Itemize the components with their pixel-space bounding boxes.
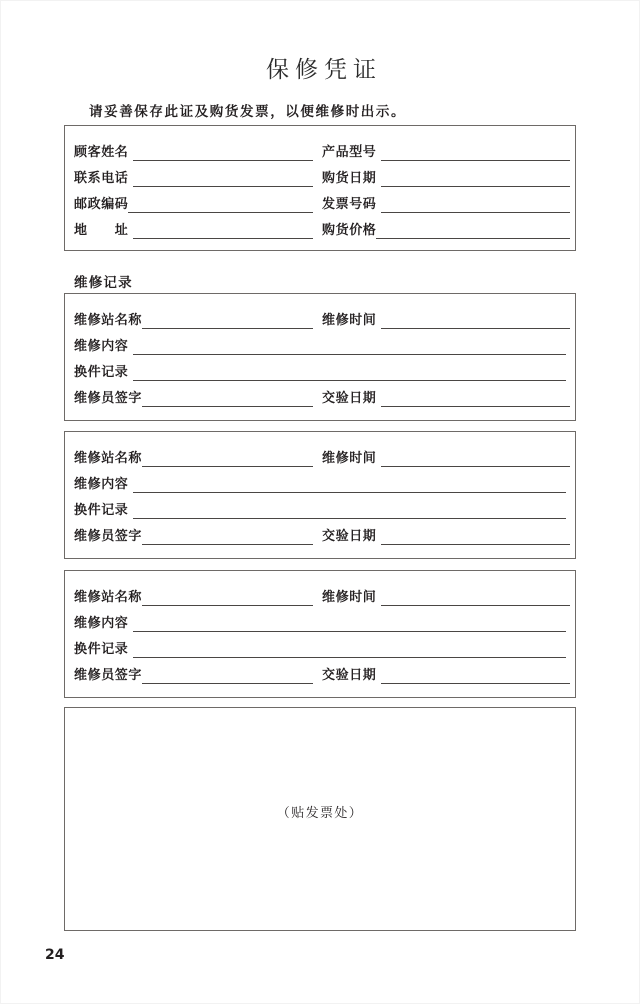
field-technician-signature-2 [74, 528, 313, 545]
field-input-contact-phone[interactable] [133, 171, 313, 187]
field-input-parts-replaced-3[interactable] [133, 642, 566, 658]
field-label-parts-replaced-1: 换件记录 [74, 365, 129, 380]
field-station-name-1 [74, 312, 313, 329]
customer-row-name-model [74, 135, 566, 161]
field-input-repair-content-2[interactable] [133, 477, 566, 493]
repair-row-station-time-1 [74, 303, 566, 329]
field-input-repair-content-3[interactable] [133, 616, 566, 632]
field-input-delivery-date-2[interactable] [381, 529, 570, 545]
field-label-repair-time-1: 维修时间 [322, 313, 377, 328]
field-label-repair-content-2: 维修内容 [74, 477, 129, 492]
field-label-customer-name: 顾客姓名 [74, 145, 129, 160]
repair-record-box-3 [64, 570, 576, 698]
field-parts-replaced-3 [74, 641, 566, 658]
field-input-postal-code[interactable] [128, 197, 313, 213]
field-invoice-number [322, 196, 570, 213]
field-label-purchase-price: 购货价格 [322, 223, 377, 238]
field-label-technician-signature-3: 维修员签字 [74, 668, 143, 683]
customer-row-phone-purchasedate [74, 161, 566, 187]
field-input-delivery-date-3[interactable] [381, 668, 570, 684]
repair-row-station-time-2 [74, 441, 566, 467]
field-parts-replaced-2 [74, 502, 566, 519]
field-label-delivery-date-1: 交验日期 [322, 391, 377, 406]
field-label-purchase-date: 购货日期 [322, 171, 377, 186]
repair-records-heading: 维修记录 [74, 275, 133, 291]
repair-record-box-2 [64, 431, 576, 559]
repair-record-box-1 [64, 293, 576, 421]
field-input-purchase-price[interactable] [376, 223, 570, 239]
field-repair-time-3 [322, 589, 570, 606]
field-repair-time-2 [322, 450, 570, 467]
field-label-delivery-date-3: 交验日期 [322, 668, 377, 683]
field-input-customer-name[interactable] [133, 145, 313, 161]
field-input-station-name-3[interactable] [142, 590, 313, 606]
field-label-delivery-date-2: 交验日期 [322, 529, 377, 544]
field-station-name-3 [74, 589, 313, 606]
field-label-contact-phone: 联系电话 [74, 171, 129, 186]
repair-row-signature-delivery-3 [74, 658, 566, 684]
field-label-technician-signature-2: 维修员签字 [74, 529, 143, 544]
invoice-attachment-box[interactable] [64, 707, 576, 931]
field-label-postal-code: 邮政编码 [74, 197, 129, 212]
field-repair-content-2 [74, 476, 566, 493]
field-label-repair-content-3: 维修内容 [74, 616, 129, 631]
field-input-station-name-1[interactable] [142, 313, 313, 329]
repair-row-station-time-3 [74, 580, 566, 606]
field-purchase-price [322, 222, 570, 239]
preservation-notice: 请妥善保存此证及购货发票，以便维修时出示。 [89, 104, 407, 120]
field-delivery-date-1 [322, 390, 570, 407]
customer-info-rows [65, 126, 575, 250]
repair-row-parts-1 [74, 355, 566, 381]
field-customer-name [74, 144, 313, 161]
field-label-technician-signature-1: 维修员签字 [74, 391, 143, 406]
field-delivery-date-3 [322, 667, 570, 684]
field-input-product-model[interactable] [381, 145, 570, 161]
field-repair-content-3 [74, 615, 566, 632]
field-product-model [322, 144, 570, 161]
field-input-technician-signature-1[interactable] [142, 391, 313, 407]
invoice-attachment-note: （贴发票处） [276, 806, 364, 821]
field-input-repair-content-1[interactable] [133, 339, 566, 355]
repair-row-signature-delivery-1 [74, 381, 566, 407]
field-parts-replaced-1 [74, 364, 566, 381]
field-input-address[interactable] [133, 223, 313, 239]
field-input-repair-time-1[interactable] [381, 313, 570, 329]
field-repair-time-1 [322, 312, 570, 329]
repair-row-content-1 [74, 329, 566, 355]
field-technician-signature-1 [74, 390, 313, 407]
customer-row-address-price [74, 213, 566, 239]
customer-row-postcode-invoiceno [74, 187, 566, 213]
field-station-name-2 [74, 450, 313, 467]
repair-row-signature-delivery-2 [74, 519, 566, 545]
field-input-invoice-number[interactable] [381, 197, 570, 213]
field-label-product-model: 产品型号 [322, 145, 377, 160]
field-repair-content-1 [74, 338, 566, 355]
field-technician-signature-3 [74, 667, 313, 684]
field-label-station-name-1: 维修站名称 [74, 313, 143, 328]
field-input-station-name-2[interactable] [142, 451, 313, 467]
repair-row-content-2 [74, 467, 566, 493]
field-input-parts-replaced-2[interactable] [133, 503, 566, 519]
field-input-parts-replaced-1[interactable] [133, 365, 566, 381]
field-label-parts-replaced-3: 换件记录 [74, 642, 129, 657]
field-input-technician-signature-3[interactable] [142, 668, 313, 684]
repair-row-parts-2 [74, 493, 566, 519]
customer-info-box [64, 125, 576, 251]
field-input-purchase-date[interactable] [381, 171, 570, 187]
field-label-address: 地 址 [74, 223, 129, 238]
field-postal-code [74, 196, 313, 213]
repair-record-rows-2 [65, 432, 575, 558]
field-delivery-date-2 [322, 528, 570, 545]
field-label-repair-time-2: 维修时间 [322, 451, 377, 466]
field-label-repair-time-3: 维修时间 [322, 590, 377, 605]
field-purchase-date [322, 170, 570, 187]
field-label-station-name-3: 维修站名称 [74, 590, 143, 605]
repair-record-rows-3 [65, 571, 575, 697]
field-address [74, 222, 313, 239]
repair-record-rows-1 [65, 294, 575, 420]
field-input-repair-time-2[interactable] [381, 451, 570, 467]
field-label-invoice-number: 发票号码 [322, 197, 377, 212]
field-label-parts-replaced-2: 换件记录 [74, 503, 129, 518]
field-label-station-name-2: 维修站名称 [74, 451, 143, 466]
page-number: 24 [45, 947, 65, 963]
page-title: 保修凭证 [266, 57, 382, 83]
repair-row-content-3 [74, 606, 566, 632]
field-input-delivery-date-1[interactable] [381, 391, 570, 407]
field-contact-phone [74, 170, 313, 187]
field-input-technician-signature-2[interactable] [142, 529, 313, 545]
field-label-repair-content-1: 维修内容 [74, 339, 129, 354]
field-input-repair-time-3[interactable] [381, 590, 570, 606]
repair-row-parts-3 [74, 632, 566, 658]
